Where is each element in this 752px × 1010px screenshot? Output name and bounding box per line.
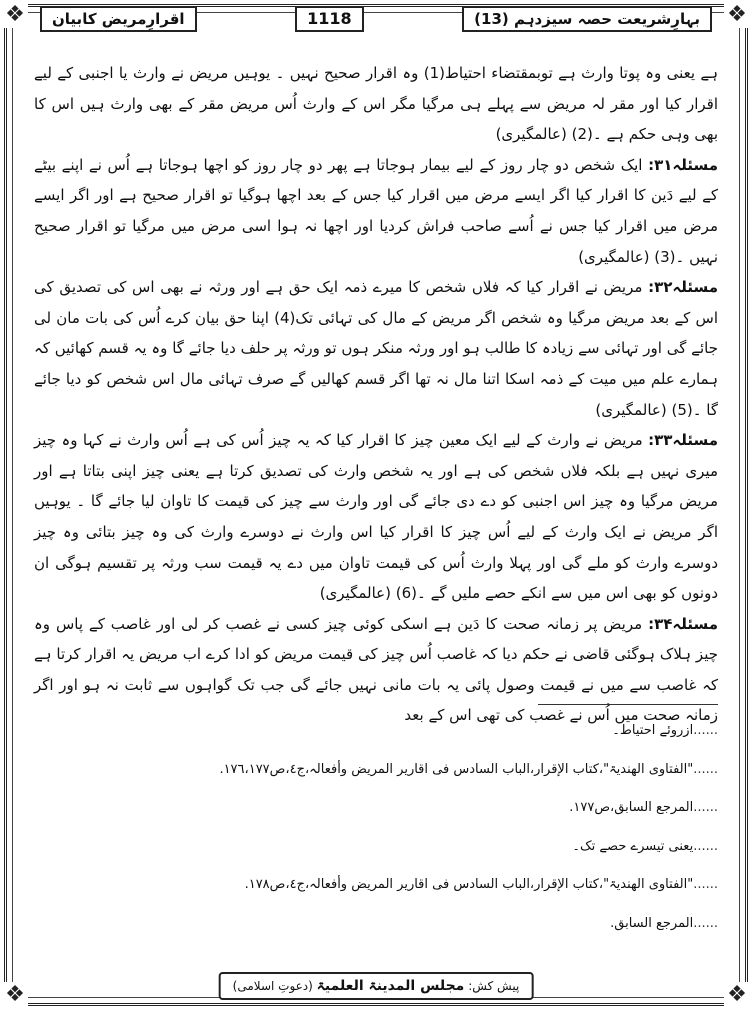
footnote: ......یعنی تیسرے حصے تک۔ [572,838,718,854]
page-number: 1118 [295,6,364,32]
paragraph [34,425,718,609]
masla-label: مسئلہ۳۳: [648,431,718,450]
footnote-text: "الفتاوی الھندیۃ"،کتاب الإقرار،الباب السادس فی اقاریر المریض وأفعالہ،ج٤،ص١٧٦،١٧٧. [219,761,694,777]
masla-label: مسئلہ۳۴: [648,614,718,633]
ornament-icon: ❖ [2,982,28,1008]
paragraph-text: مریض پر زمانہ صحت کا دَین ہے اسکی کوئی چیز کسی نے غصب کر لی اور غاصب کے پاس وہ چیز ہلاک ہوگئی قاضی نے حکم دیا کہ غاصب اُس چیز کی قیمت مریض کو ادا کرے اب مریض یہ اقرار کرتا ہے کہ غاصب سے میں نے قیمت وصول پائی یہ بات مانی نہیں جائے گی جب تک گواہوں سے ثابت نہ ہو اور اگر زمانہ صحت میں اُس نے غصب کی تھی اس کے بعد [34,614,718,725]
main-text [34,58,718,731]
footnote: ......"الفتاوی الھندیۃ"،کتاب الإقرار،الباب السادس فی اقاریر المریض وأفعالہ،ج٤،ص١٧٦،١٧٧. [219,761,718,777]
paragraph-text: مریض نے وارث کے لیے ایک معین چیز کا اقرار کیا کہ یہ چیز اُس کی ہے اُس وارث نے کہا وہ چیز میری نہیں ہے بلکہ فلاں شخص کی ہے اور یہ شخص وارث کی تصدیق کرتا ہے یعنی چیز اپنی بتاتا ہے اور مریض مرگیا وہ چیز اس اجنبی کو دے دی جائے گی اور وارث سے چیز کی قیمت کا تاوان لیا جائے گا ۔ یوہیں اگر مریض نے ایک وارث کے لیے اُس چیز کا اقرار کیا اس وارث نے دوسرے وارث کی وہ چیز بتائی وہ چیز دوسرے وارث کو ملے گی اور پہلا وارث اُس کی قیمت تاوان میں دے یہ قیمت سب ورثہ پر تقسیم ہوگی ان دونوں کو بھی اس میں سے انکے حصے ملیں گے ۔(6) (عالمگیری) [34,431,718,603]
paragraph [34,272,718,425]
page-header [40,6,712,32]
footnote-text: یعنی تیسرے حصے تک۔ [572,838,694,854]
footnote-text: "الفتاوی الھندیۃ"،کتاب الإقرار،الباب السادس فی اقاریر المریض وأفعالہ،ج٤،ص١٧٨. [244,877,694,893]
book-title: بہارِشریعت حصہ سیزدہم (13) [462,6,712,32]
footer-org: مجلس المدینۃ العلمیۃ [316,978,465,994]
footnote-text: المرجع السابق،ص١٧٧. [569,800,694,816]
chapter-title: اقرارِمریض کابیان [40,6,197,32]
paragraph-text: ایک شخص دو چار روز کے لیے بیمار ہوجاتا ہے پھر دو چار روز کو اچھا ہوجاتا ہے اُس نے اپنے بیٹے کے لیے دَین کا اقرار کیا اگر ایسے مرض میں اقرار کیا جس کے بعد اچھا ہوگیا تو اقرار صحیح ہے اور اگر ایسے مرض میں اقرار کیا جس نے اُسے صاحب فراش کردیا اور اچھا نہ ہوا اسی مرض میں مرگیا تو اقرار صحیح نہیں ۔(3) (عالمگیری) [34,155,718,266]
footnote-text: المرجع السابق. [610,915,694,931]
page-footer [219,972,534,1000]
footnote: ......المرجع السابق. [610,915,718,931]
ornament-icon: ❖ [724,982,750,1008]
footnotes [34,712,718,944]
paragraph [34,150,718,272]
paragraph [34,58,718,150]
ornament-icon: ❖ [724,2,750,28]
footnote: ......المرجع السابق،ص١٧٧. [569,800,718,816]
footnote-text: ازروئے احتیاط۔ [612,723,694,738]
footer-suffix: (دعوتِ اسلامی) [232,979,313,993]
footnote: ......ازروئے احتیاط۔ [612,723,718,738]
paragraph-text: ہے یعنی وہ پوتا وارث ہے توبمقتضاء احتیاط(1) وہ اقرار صحیح نہیں ۔ یوہیں مریض نے وارث یا اجنبی کے لیے اقرار کیا اور مقر لہ مریض سے پہلے ہی مرگیا مگر اس کے وارث اُس مریض مقر کے بھی وارث ہیں اس کا بھی وہی حکم ہے ۔(2) (عالمگیری) [34,64,718,144]
masla-label: مسئلہ۳۲: [648,278,718,297]
masla-label: مسئلہ۳۱: [648,155,718,174]
footnote-separator [538,704,718,705]
ornament-icon: ❖ [2,2,28,28]
footnote: ......"الفتاوی الھندیۃ"،کتاب الإقرار،الباب السادس فی اقاریر المریض وأفعالہ،ج٤،ص١٧٨. [244,877,718,893]
paragraph-text: مریض نے اقرار کیا کہ فلاں شخص کا میرے ذمہ ایک حق ہے اور ورثہ نے بھی اس کی تصدیق کی اس کے بعد مریض مرگیا وہ شخص اگر مریض کے مال کی تہائی تک(4) اپنا حق بیان کرے اُس کی بات مان لی جائے گی اور تہائی سے زیادہ کا طالب ہو اور ورثہ منکر ہوں تو ورثہ پر حلف دیا جائے گا وہ یہ قسم کھائیں کہ ہمارے علم میں میت کے ذمہ اسکا اتنا مال نہ تھا اگر قسم کھالیں گے صرف تہائی مال اس شخص کو دیا جائے گا ۔(5) (عالمگیری) [34,278,718,419]
footer-prefix: پیش کش: [468,979,520,993]
